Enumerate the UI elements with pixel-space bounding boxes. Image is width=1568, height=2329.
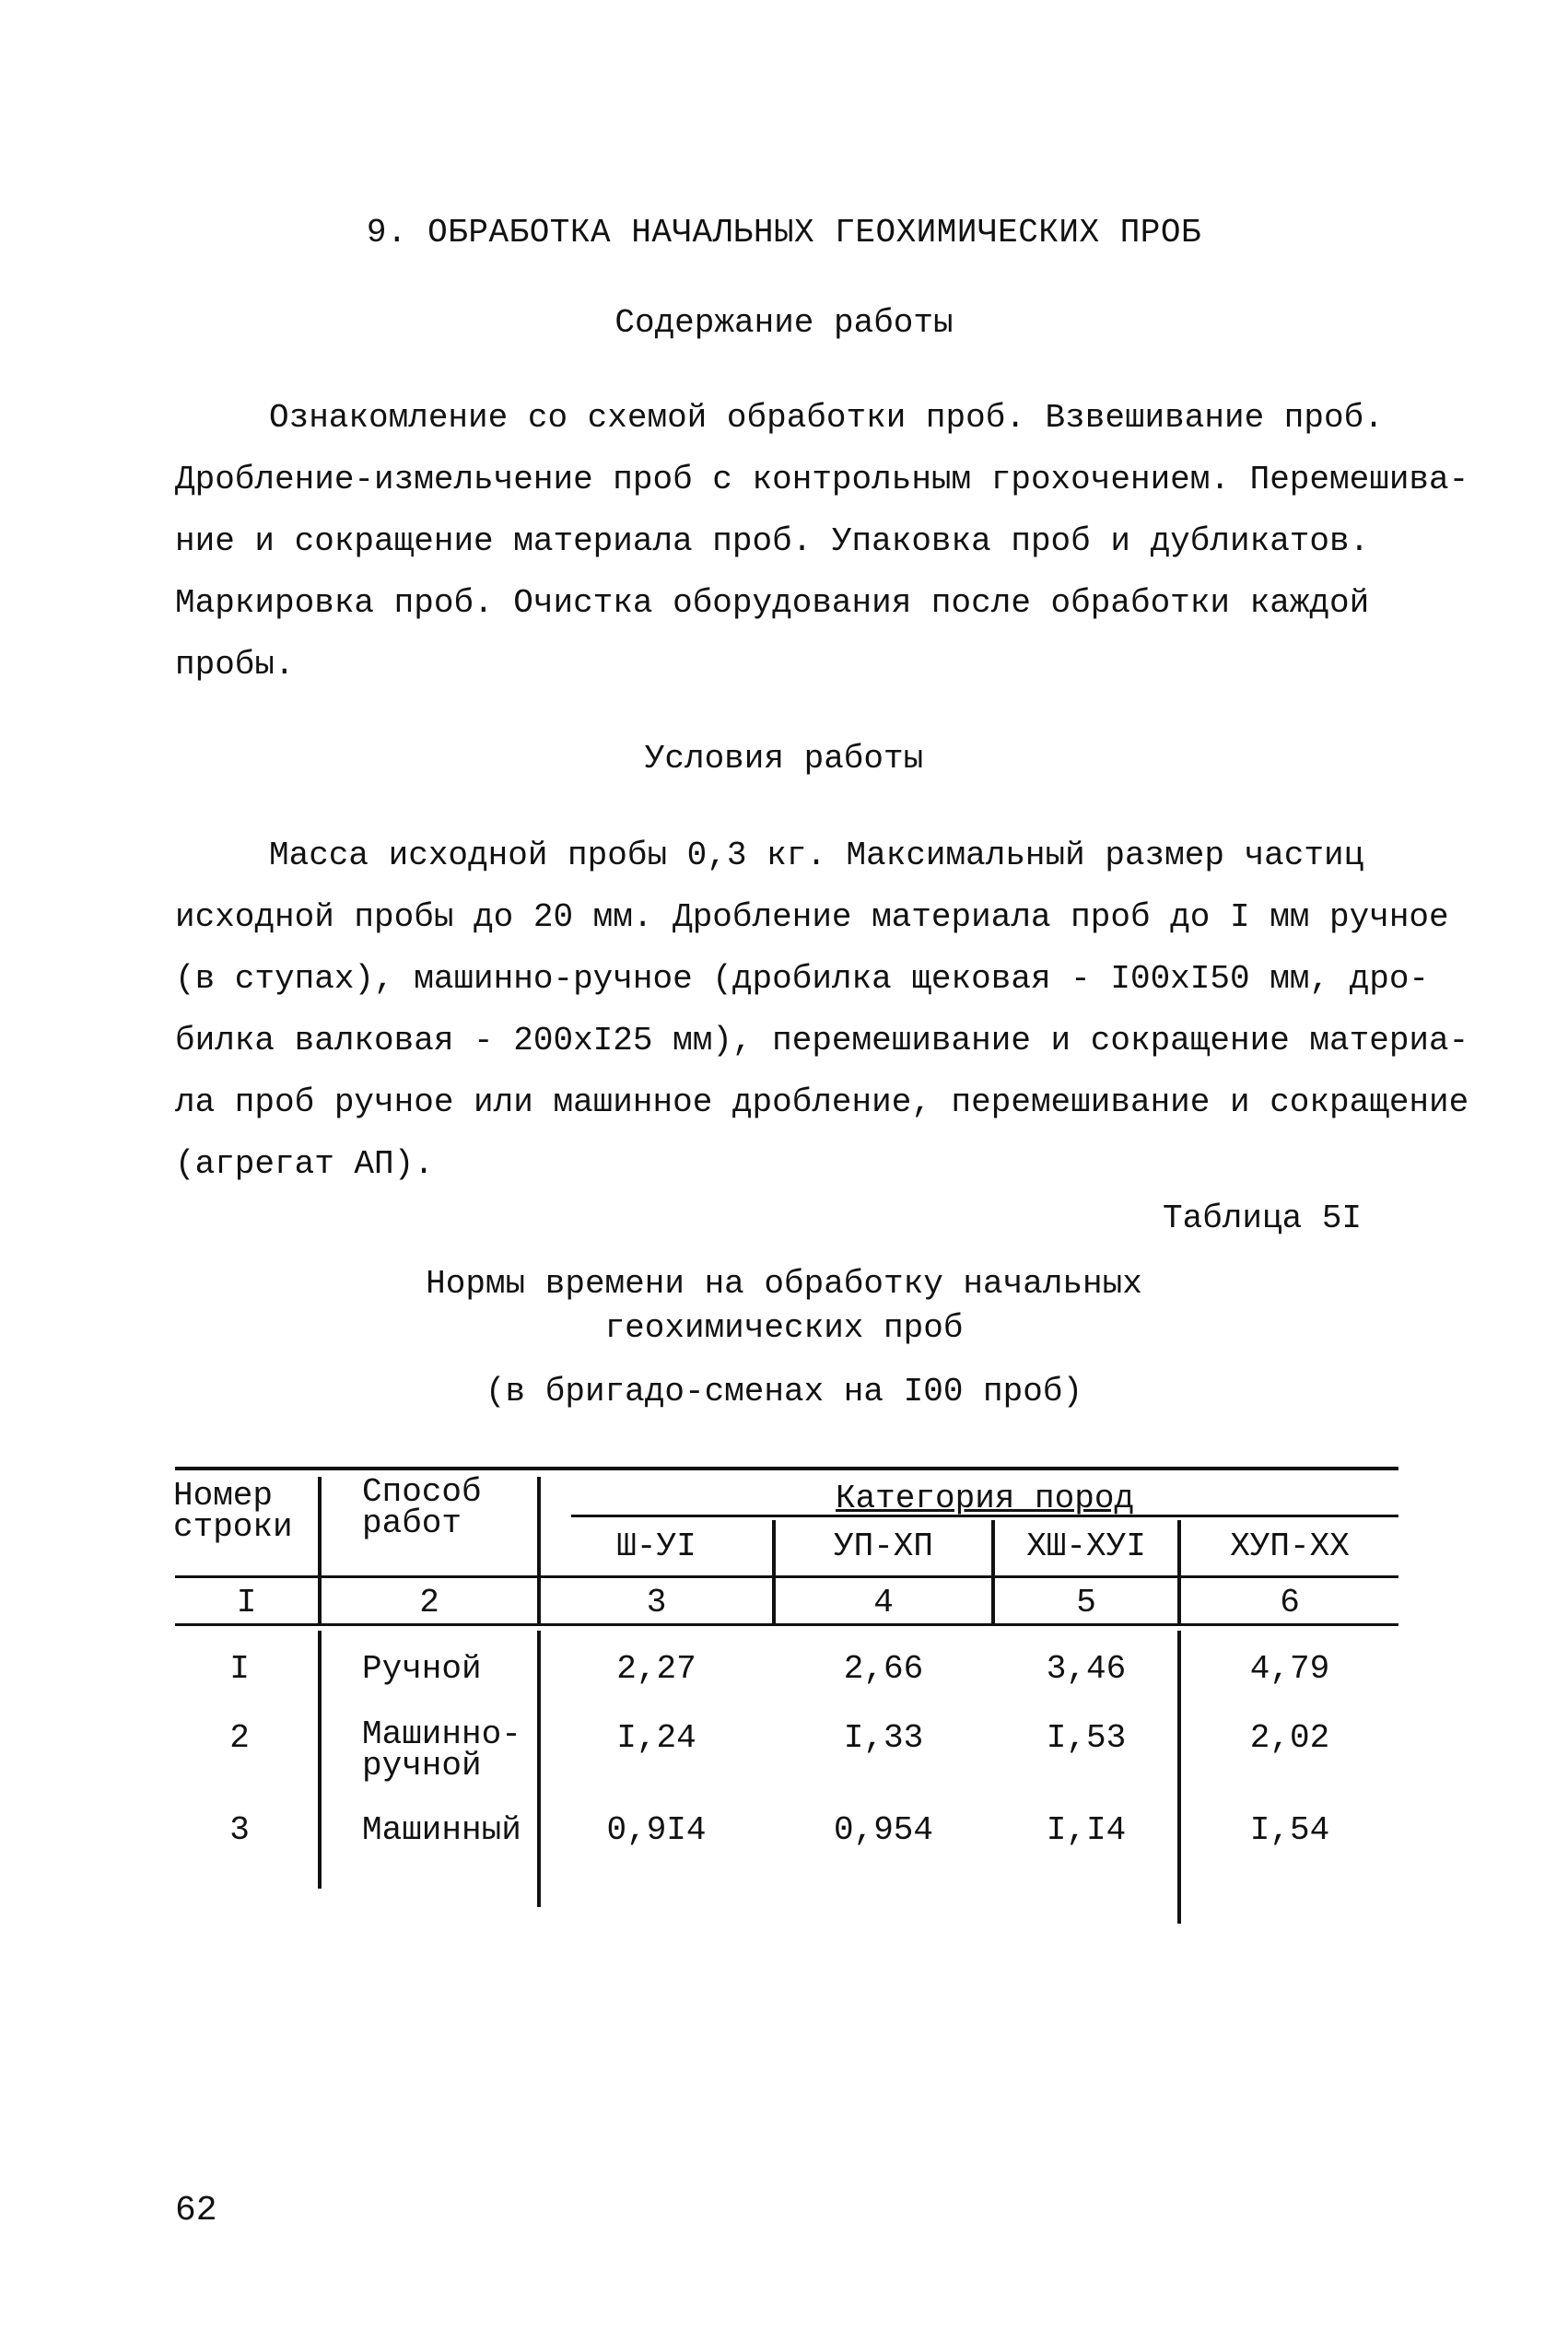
row-value: 0,954 <box>833 1811 934 1849</box>
row-number: 3 <box>229 1811 250 1849</box>
row-method: Ручной <box>362 1650 482 1688</box>
row-method-line: Машинно- <box>362 1715 521 1753</box>
page-number: 62 <box>175 2191 217 2230</box>
row-value: 2,27 <box>616 1650 696 1688</box>
header-rule <box>175 1575 1398 1578</box>
column-number: I <box>236 1584 257 1621</box>
col-divider <box>318 1631 322 1889</box>
row-value: 2,02 <box>1249 1719 1330 1757</box>
table-caption-line: Нормы времени на обработку начальных <box>426 1265 1142 1303</box>
row-value: I,54 <box>1249 1811 1330 1849</box>
row-number: I <box>229 1650 250 1688</box>
content-line: Ознакомление со схемой обработки проб. Взвешивание проб. <box>269 399 1384 437</box>
conditions-line: билка валковая - 200xI25 мм), перемешивание и сокращение материа- <box>175 1022 1469 1059</box>
row-value: I,24 <box>616 1719 696 1757</box>
content-heading: Содержание работы <box>614 304 954 342</box>
content-line: Маркировка проб. Очистка оборудования после обработки каждой <box>175 584 1370 622</box>
table-label: Таблица 5I <box>1163 1200 1363 1237</box>
table-top-rule <box>175 1467 1398 1470</box>
table-units: (в бригадо-сменах на I00 проб) <box>485 1373 1083 1410</box>
content-paragraph <box>175 387 1469 696</box>
content-line: Дробление-измельчение проб с контрольным грохочением. Перемешива- <box>175 461 1469 498</box>
content-line: пробы. <box>175 646 295 684</box>
row-method: Машинный <box>362 1811 521 1849</box>
conditions-line: (в ступах), машинно-ручное (дробилка щековая - I00xI50 мм, дро- <box>175 960 1430 998</box>
column-number: 4 <box>873 1584 894 1621</box>
column-number: 2 <box>419 1584 439 1621</box>
section-title: 9. ОБРАБОТКА НАЧАЛЬНЫХ ГЕОХИМИЧЕСКИХ ПРОБ <box>366 214 1202 252</box>
column-number: 6 <box>1280 1584 1300 1621</box>
conditions-heading: Условия работы <box>644 740 924 778</box>
conditions-line: Масса исходной пробы 0,3 кг. Максимальный размер частиц <box>269 837 1364 874</box>
content-line: ние и сокращение материала проб. Упаковка проб и дубликатов. <box>175 522 1370 560</box>
header-category: УП-ХП <box>833 1527 934 1565</box>
conditions-paragraph <box>175 825 1469 1195</box>
column-number: 5 <box>1076 1584 1096 1621</box>
conditions-line: (агрегат АП). <box>175 1145 434 1183</box>
column-number: 3 <box>646 1584 667 1621</box>
header-method <box>362 1473 482 1542</box>
header-rock-category: Категория пород <box>835 1480 1135 1517</box>
table-caption-line: геохимических проб <box>604 1309 964 1347</box>
header-text: строки <box>173 1508 293 1546</box>
header-text: Способ <box>362 1473 482 1511</box>
header-text: работ <box>362 1504 462 1542</box>
conditions-line: ла проб ручное или машинное дробление, перемешивание и сокращение <box>175 1083 1469 1121</box>
row-method <box>362 1715 521 1785</box>
row-number: 2 <box>229 1719 250 1757</box>
row-value: I,I4 <box>1046 1811 1127 1849</box>
row-value: 0,9I4 <box>606 1811 707 1849</box>
row-value: I,33 <box>843 1719 924 1757</box>
numbers-rule <box>175 1623 1398 1626</box>
header-category: Ш-УI <box>616 1527 696 1565</box>
header-row-number <box>173 1477 293 1546</box>
row-value: 2,66 <box>843 1650 924 1688</box>
table-caption <box>0 1262 1568 1351</box>
row-method-line: ручной <box>362 1747 482 1785</box>
row-value: 3,46 <box>1046 1650 1127 1688</box>
row-value: I,53 <box>1046 1719 1127 1757</box>
conditions-line: исходной пробы до 20 мм. Дробление материала проб до I мм ручное <box>175 898 1449 936</box>
row-value: 4,79 <box>1249 1650 1330 1688</box>
header-category: ХШ-ХУI <box>1026 1527 1146 1565</box>
header-text: Номер <box>173 1477 274 1515</box>
header-category: ХУП-ХХ <box>1230 1527 1350 1565</box>
